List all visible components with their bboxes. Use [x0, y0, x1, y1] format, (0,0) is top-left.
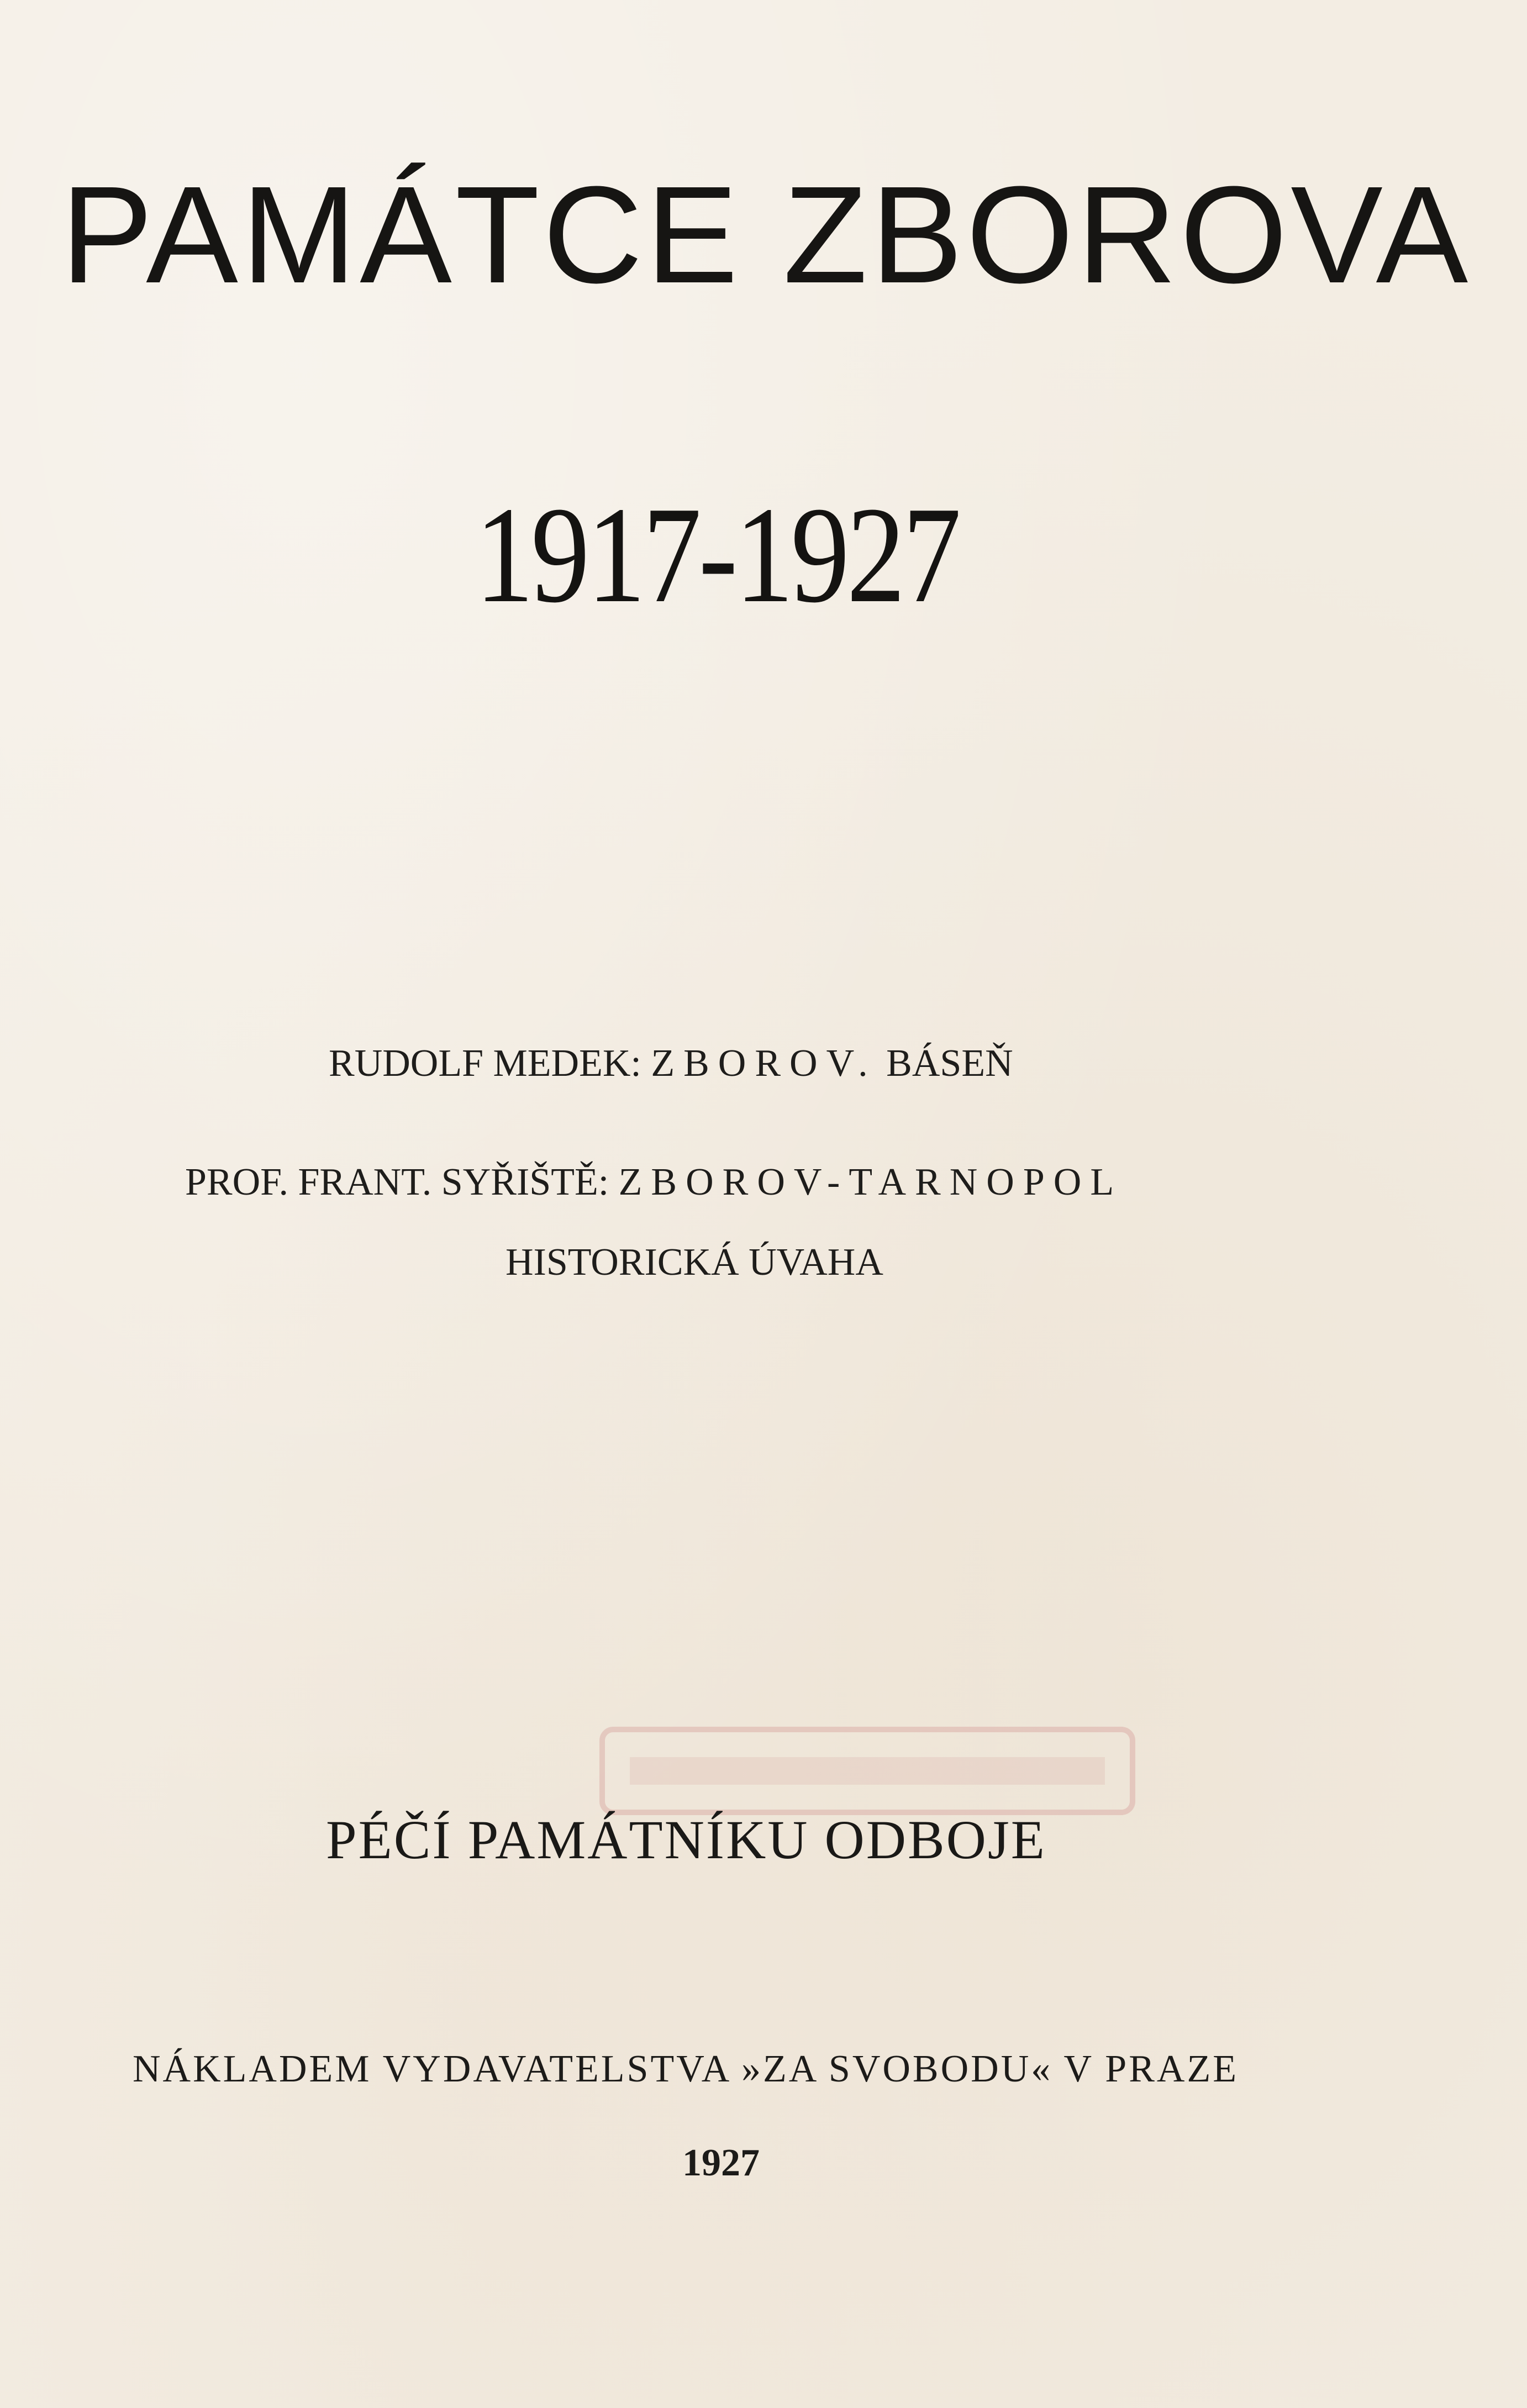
book-title: PAMÁTCE ZBOROVA [61, 157, 1472, 312]
contents-entry-2 [185, 1163, 1123, 1202]
publisher-line: NÁKLADEM VYDAVATELSTVA »ZA SVOBODU« V PRAZE [133, 2048, 1239, 2090]
contents-entry-2-note: HISTORICKÁ ÚVAHA [506, 1241, 883, 1284]
entry-author: PROF. FRANT. SYŘIŠTĚ: [185, 1161, 609, 1203]
faded-stamp [597, 1718, 1138, 1823]
entry-work: ZBOROV-TARNOPOL [618, 1161, 1123, 1203]
years-heading: 1917-1927 [475, 479, 959, 632]
editorial-care-line: PÉČÍ PAMÁTNÍKU ODBOJE [326, 1809, 1046, 1870]
contents-entry-1 [329, 1044, 1013, 1083]
publication-year: 1927 [682, 2142, 760, 2184]
entry-work: ZBOROV. [651, 1042, 877, 1085]
entry-author: RUDOLF MEDEK: [329, 1042, 641, 1085]
entry-note: BÁSEŇ [886, 1042, 1013, 1085]
